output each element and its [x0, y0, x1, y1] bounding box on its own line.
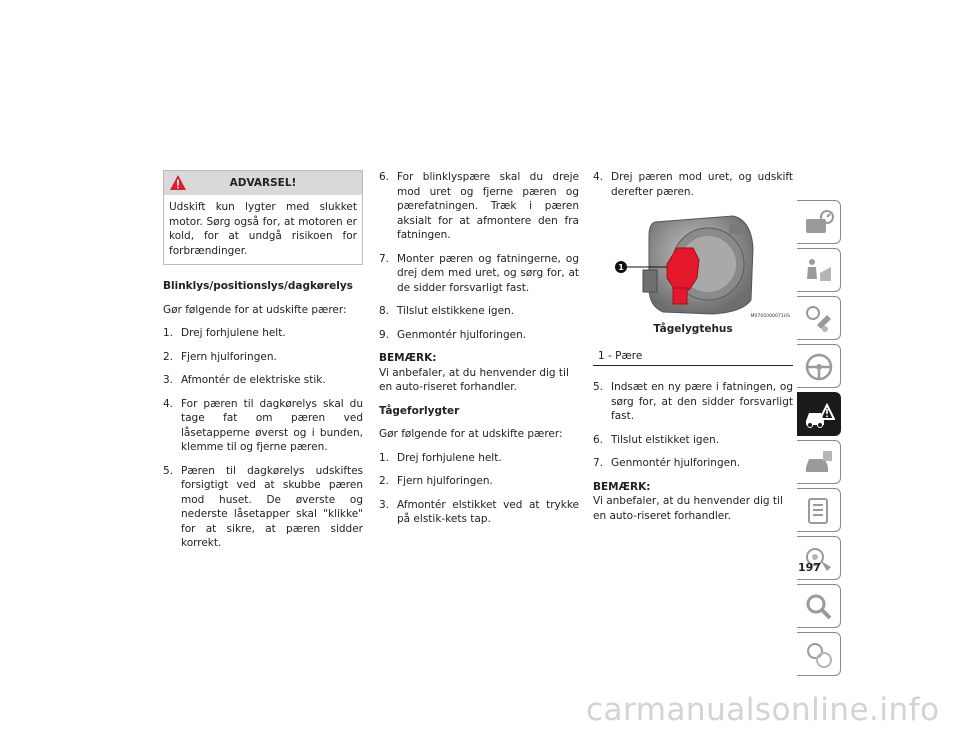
warning-box: [163, 170, 363, 265]
section-subtitle: Tågeforlygter: [379, 404, 460, 417]
warning-header: [164, 171, 362, 195]
step-item: 5. Indsæt en ny pære i fatningen, og sørg for, at den sidder forsvarligt fast.: [593, 381, 793, 422]
tab-service-car[interactable]: [797, 440, 841, 484]
note-title: BEMÆRK:: [379, 352, 437, 364]
service-car-icon: [803, 447, 835, 479]
language-icon: [803, 639, 835, 671]
note-text: Vi anbefaler, at du henvender dig til en auto-riseret forhandler.: [593, 495, 783, 522]
tab-safety[interactable]: [797, 248, 841, 292]
step-item: 4. For pæren til dagkørelys skal du tage fat om pæren ved låsetapperne øverst og i bunden, klemme til og fjerne pæren.: [163, 397, 363, 453]
step-item: 7. Genmontér hjulforingen.: [593, 457, 741, 469]
safety-icon: [803, 255, 835, 287]
note-title: BEMÆRK:: [593, 480, 651, 493]
chapter-tab-sidebar: [797, 200, 841, 680]
instrument-cluster-icon: [803, 207, 835, 239]
tab-steering-wheel[interactable]: [797, 344, 841, 388]
callout-number: 1: [618, 263, 624, 272]
warning-text: Udskift kun lygter med slukket motor. Sørg også for, at motoren er kold, for at undgå risikoen for forbrændinger.: [169, 201, 357, 257]
step-item: 2. Fjern hjulforingen.: [379, 475, 493, 487]
watermark: carmanualsonline.info: [586, 692, 940, 728]
intro-text: Gør følgende for at udskifte pærer:: [163, 303, 347, 316]
step-item: 1. Drej forhjulene helt.: [379, 451, 502, 464]
step-item: 9. Genmontér hjulforingen.: [379, 328, 527, 341]
step-item: 8. Tilslut elstikkene igen.: [379, 305, 515, 317]
step-item: 1. Drej forhjulene helt.: [163, 327, 286, 339]
warning-title: ADVARSEL!: [229, 177, 297, 189]
note-text: Vi anbefaler, at du henvender dig til en auto-riseret forhandler.: [379, 366, 569, 393]
page-number: 197: [798, 561, 821, 574]
tab-emergency[interactable]: [797, 392, 841, 436]
step-item: 6. For blinklyspære skal du dreje mod uret og fjerne pæren og pærefatningen. Træk i pæren aksialt for at afmontere den fra fatningen.: [379, 171, 579, 241]
figure-code: M0705000071US: [750, 314, 790, 319]
step-item: 7. Monter pæren og fatningerne, og drej dem med uret, og sørg for, at de sidder forsvarligt fast.: [379, 252, 579, 294]
emergency-icon: [803, 399, 835, 431]
step-item: 6. Tilslut elstikket igen.: [593, 433, 720, 446]
step-item: 3. Afmontér elstikket ved at trykke på elstik-kets tap.: [379, 498, 579, 525]
starting-driving-icon: [803, 303, 835, 335]
step-item: 3. Afmontér de elektriske stik.: [163, 374, 326, 386]
tab-instrument-cluster[interactable]: [797, 200, 841, 244]
step-item: 2. Fjern hjulforingen.: [163, 350, 277, 363]
step-item: 5. Pæren til dagkørelys udskiftes forsigtigt ved at skubbe pæren mod huset. De øverste og nederste låsetapper skal "klikke" for at sikre, at pæren sidder korrekt.: [163, 464, 363, 549]
column-3: [593, 170, 793, 532]
tab-specifications[interactable]: [797, 488, 841, 532]
fog-lamp-figure: [593, 208, 793, 320]
column-2: [379, 170, 579, 536]
tab-language[interactable]: [797, 632, 841, 676]
figure-legend: 1 - Pære: [593, 349, 793, 367]
index-search-icon: [803, 591, 835, 623]
tab-starting-driving[interactable]: [797, 296, 841, 340]
figure-caption: Tågelygtehus: [653, 323, 733, 335]
section-subtitle: Blinklys/positionslys/dagkørelys: [163, 280, 353, 292]
step-item: 4. Drej pæren mod uret, og udskift derefter pæren.: [593, 171, 793, 198]
fog-lamp-illustration: [593, 208, 793, 320]
steering-wheel-icon: [803, 351, 835, 383]
intro-text: Gør følgende for at udskifte pærer:: [379, 428, 563, 440]
column-1: [163, 170, 363, 560]
specifications-icon: [803, 495, 835, 527]
tab-index[interactable]: [797, 584, 841, 628]
